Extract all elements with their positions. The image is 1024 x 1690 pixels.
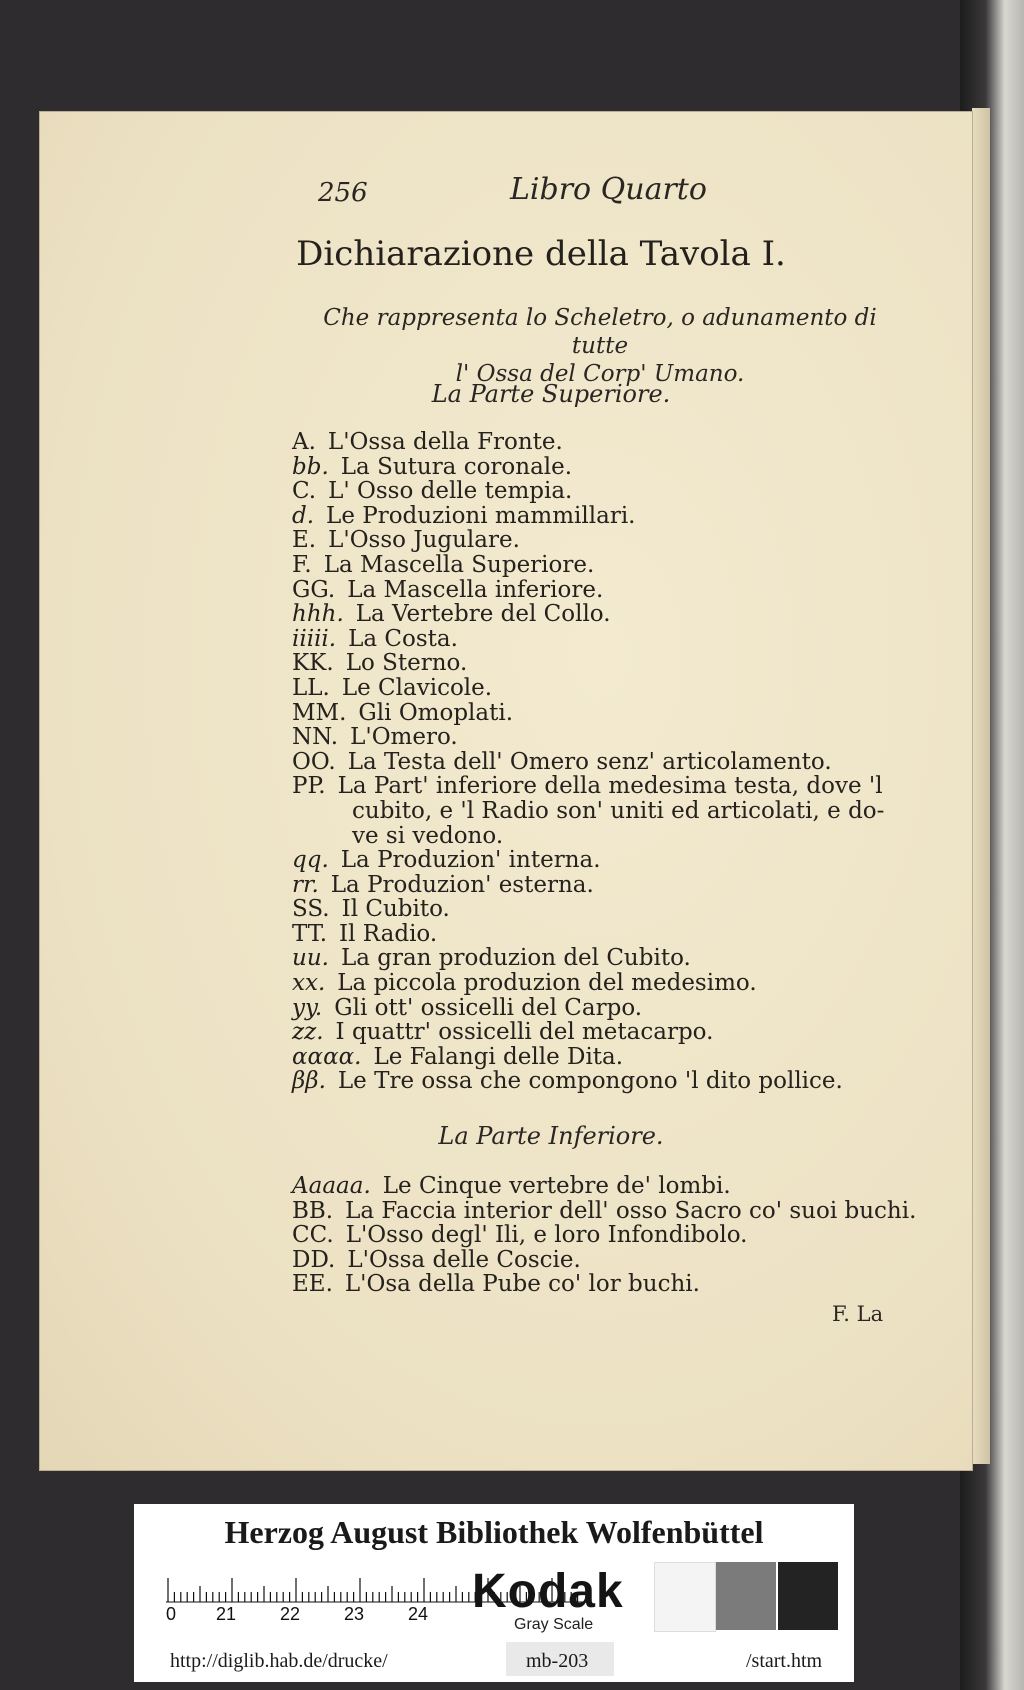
- entry-key: F.: [292, 551, 312, 578]
- page-edge: [972, 108, 990, 1464]
- lower-entries-list: [292, 1174, 952, 1297]
- entry-text: La Faccia interior dell' osso Sacro co' suoi buchi.: [345, 1197, 917, 1224]
- entry-text: La Mascella Superiore.: [323, 551, 595, 578]
- entry-text: La gran produzion del Cubito.: [340, 945, 691, 972]
- section-heading-upper: La Parte Superiore.: [431, 380, 671, 408]
- entry-key: xx.: [292, 970, 326, 997]
- entry-key: GG.: [292, 576, 336, 603]
- ruler-number: 23: [344, 1604, 365, 1624]
- subtitle: [310, 304, 890, 388]
- entry-text: La piccola produzion del medesimo.: [337, 970, 757, 997]
- list-item: [292, 602, 952, 627]
- gray-patch-mid: [716, 1562, 776, 1630]
- entry-text: La Produzion' interna.: [340, 847, 601, 874]
- entry-key: LL.: [292, 674, 330, 701]
- entry-continuation: cubito, e 'l Radio son' uniti ed articolati, e do-: [352, 797, 885, 824]
- catchword: F. La: [832, 1302, 884, 1326]
- entry-key: OO.: [292, 748, 336, 775]
- gray-patch-dark: [778, 1562, 838, 1630]
- list-item: [292, 971, 952, 996]
- list-item: [292, 873, 952, 898]
- entry-text: Le Cinque vertebre de' lombi.: [382, 1173, 731, 1199]
- gray-patch-light: [654, 1562, 716, 1632]
- entry-key: NN.: [292, 724, 339, 751]
- entry-text: Lo Sterno.: [345, 650, 468, 677]
- entry-key: bb.: [292, 453, 329, 480]
- entry-key: rr.: [292, 871, 319, 898]
- entry-text: L'Ossa delle Coscie.: [347, 1246, 581, 1273]
- entry-text: Gli Omoplati.: [358, 699, 514, 726]
- running-head: Libro Quarto: [510, 172, 707, 207]
- list-item: [292, 750, 952, 775]
- entry-key: uu.: [292, 945, 329, 972]
- page-header: [40, 172, 972, 212]
- entry-text: La Vertebre del Collo.: [355, 601, 611, 628]
- entry-text: La Sutura coronale.: [340, 453, 573, 480]
- entry-key: PP.: [292, 773, 326, 800]
- entry-text: Il Cubito.: [341, 896, 450, 923]
- list-item: [292, 1045, 952, 1070]
- library-title: Herzog August Bibliothek Wolfenbüttel: [224, 1514, 764, 1550]
- list-item: [292, 946, 952, 971]
- strip-file: /start.htm: [746, 1650, 823, 1672]
- entry-text: Le Clavicole.: [341, 674, 493, 701]
- list-item: [292, 996, 952, 1021]
- list-item: [292, 528, 952, 553]
- entry-text: L'Omero.: [350, 724, 458, 751]
- color-calibration-strip: [134, 1504, 854, 1682]
- shelfmark: mb-203: [526, 1650, 589, 1672]
- list-item: [292, 578, 952, 603]
- list-item: [292, 627, 952, 652]
- list-item: [292, 774, 952, 848]
- section-heading-lower: La Parte Inferiore.: [438, 1122, 664, 1150]
- entry-key: ββ.: [292, 1068, 326, 1095]
- list-item: [292, 430, 952, 455]
- strip-url: http://diglib.hab.de/drucke/: [170, 1650, 388, 1672]
- entry-key: A.: [292, 429, 316, 455]
- entry-text: Le Falangi delle Dita.: [373, 1043, 624, 1070]
- entry-key: iiiii.: [292, 625, 337, 652]
- entry-text: L'Ossa della Fronte.: [327, 429, 563, 455]
- entry-text: La Mascella inferiore.: [347, 576, 604, 603]
- list-item: [292, 897, 952, 922]
- upper-entries-list: [292, 430, 952, 1094]
- entry-text: La Part' inferiore della medesima testa, dove 'l: [337, 773, 883, 800]
- entry-text: L' Osso delle tempia.: [328, 478, 573, 505]
- list-item: [292, 848, 952, 873]
- entry-text: Le Tre ossa che compongono 'l dito pollice.: [337, 1068, 843, 1095]
- page-title: Dichiarazione della Tavola I.: [296, 234, 786, 274]
- entry-text: La Produzion' esterna.: [330, 871, 594, 898]
- list-item: [292, 1272, 952, 1297]
- list-item: [292, 701, 952, 726]
- entry-key: E.: [292, 527, 317, 554]
- entry-key: αααα.: [292, 1043, 362, 1070]
- ruler-number: 24: [408, 1604, 429, 1624]
- kodak-logo: Kodak: [472, 1565, 624, 1618]
- list-item: [292, 651, 952, 676]
- ruler-number: 21: [216, 1604, 237, 1624]
- list-item: [292, 1248, 952, 1273]
- entry-continuation: ve si vedono.: [352, 822, 504, 849]
- entry-key: hhh.: [292, 601, 344, 628]
- entry-key: TT.: [292, 920, 328, 947]
- entry-key: qq.: [292, 847, 329, 874]
- list-item: [292, 504, 952, 529]
- list-item: [292, 1174, 952, 1199]
- entry-key: KK.: [292, 650, 334, 677]
- subtitle-line-2: l' Ossa del Corp' Umano.: [455, 361, 745, 387]
- entry-key: DD.: [292, 1246, 336, 1273]
- list-item: [292, 922, 952, 947]
- entry-key: zz.: [292, 1019, 324, 1046]
- entry-text: La Costa.: [348, 625, 458, 652]
- list-item: [292, 479, 952, 504]
- page-number: 256: [318, 178, 368, 208]
- entry-key: EE.: [292, 1271, 333, 1298]
- entry-key: Aaaaa.: [292, 1173, 371, 1199]
- entry-text: La Testa dell' Omero senz' articolamento.: [347, 748, 832, 775]
- entry-text: Le Produzioni mammillari.: [326, 502, 636, 529]
- list-item: [292, 553, 952, 578]
- gray-scale-label: Gray Scale: [514, 1616, 594, 1633]
- list-item: [292, 725, 952, 750]
- list-item: [292, 455, 952, 480]
- entry-text: L'Osso degl' Ili, e loro Infondibolo.: [345, 1222, 748, 1249]
- entry-key: C.: [292, 478, 317, 505]
- entry-key: BB.: [292, 1197, 334, 1224]
- subtitle-line-1: Che rappresenta lo Scheletro, o adunamento di tutte: [323, 305, 877, 359]
- list-item: [292, 1020, 952, 1045]
- list-item: [292, 1199, 952, 1224]
- entry-text: I quattr' ossicelli del metacarpo.: [335, 1019, 714, 1046]
- entry-key: CC.: [292, 1222, 334, 1249]
- list-item: [292, 1223, 952, 1248]
- ruler-number: 22: [280, 1604, 301, 1624]
- list-item: [292, 1069, 952, 1094]
- ruler-number: 0: [166, 1604, 177, 1624]
- book-page: [40, 112, 972, 1470]
- entry-key: d.: [292, 502, 315, 529]
- entry-key: SS.: [292, 896, 330, 923]
- entry-text: L'Osa della Pube co' lor buchi.: [344, 1271, 700, 1298]
- entry-text: Gli ott' ossicelli del Carpo.: [334, 994, 643, 1021]
- entry-text: Il Radio.: [339, 920, 438, 947]
- list-item: [292, 676, 952, 701]
- entry-text: L'Osso Jugulare.: [328, 527, 520, 554]
- entry-key: yy.: [292, 994, 323, 1021]
- entry-key: MM.: [292, 699, 347, 726]
